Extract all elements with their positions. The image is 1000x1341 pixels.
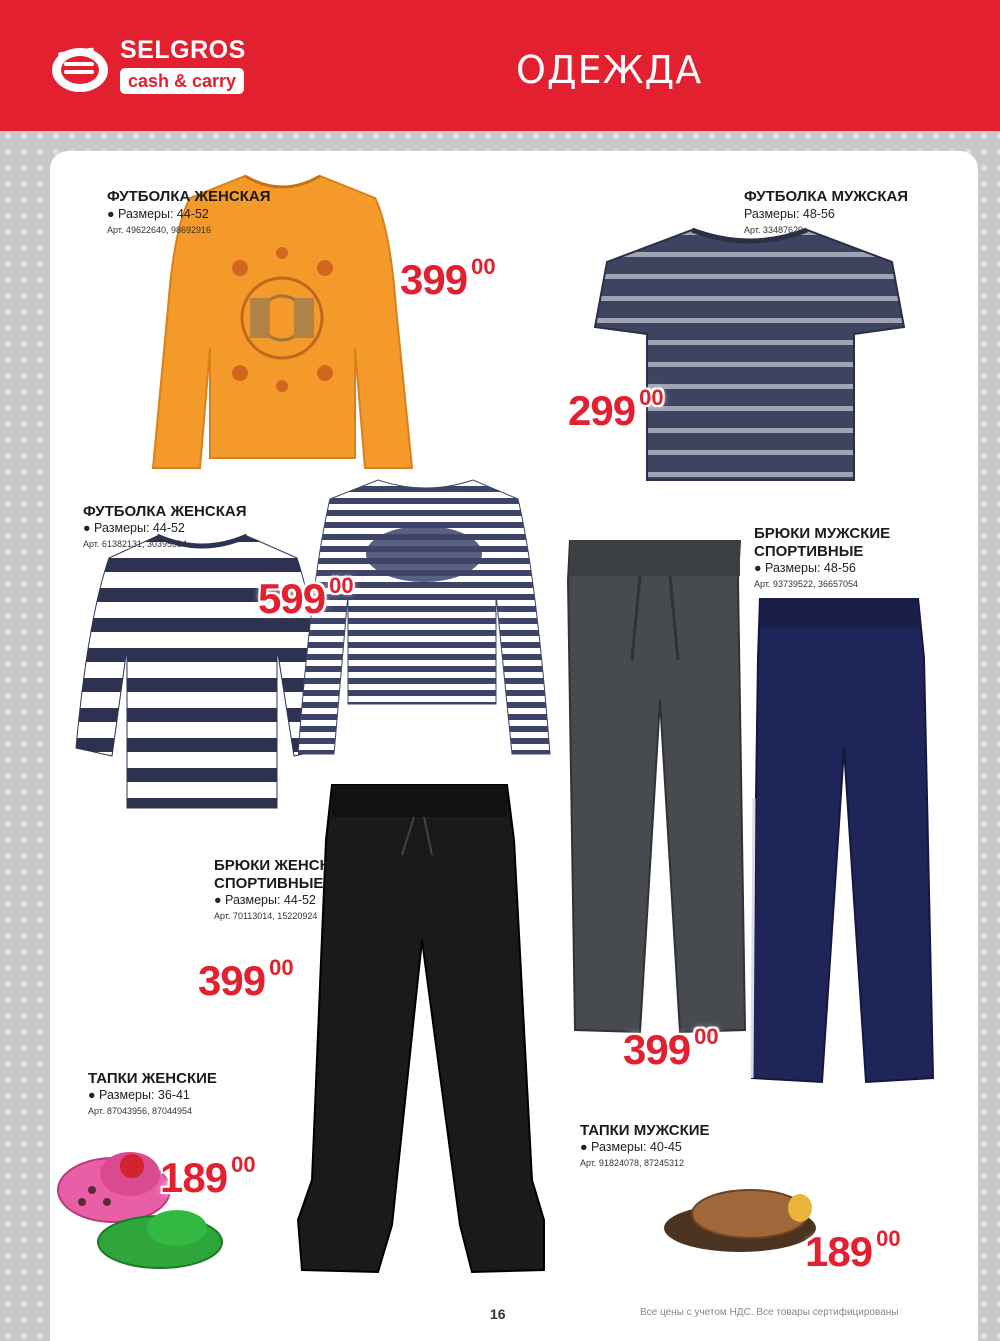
mens-navy-sweatpants-image xyxy=(748,598,936,1090)
product-article: Арт. 33487620 xyxy=(744,225,803,235)
product-name-line1: БРЮКИ МУЖСКИЕ xyxy=(754,525,891,542)
page-title: ОДЕЖДА xyxy=(516,48,703,92)
product-name-line2: СПОРТИВНЫЕ xyxy=(754,543,864,560)
price-cents: 00 xyxy=(639,385,664,410)
price-cents: 00 xyxy=(269,955,294,980)
product-article: Арт. 49622640, 98692916 xyxy=(107,225,212,235)
price-cents: 00 xyxy=(876,1226,901,1251)
product-name: ТАПКИ ЖЕНСКИЕ xyxy=(88,1070,217,1087)
product-article: Арт. 61382131, 30395594 xyxy=(83,539,188,549)
price-cents: 00 xyxy=(329,573,354,598)
price-cents: 00 xyxy=(231,1152,256,1177)
product-name-line2: СПОРТИВНЫЕ xyxy=(214,875,324,892)
brand-subtitle: cash & carry xyxy=(120,68,244,94)
product-sizes: ● Размеры: 44-52 xyxy=(107,207,209,221)
product-sizes: ● Размеры: 48-56 xyxy=(754,561,856,575)
product-price xyxy=(400,254,496,304)
mens-slippers-image xyxy=(660,1178,820,1256)
product-price xyxy=(258,573,354,623)
selgros-logo-icon xyxy=(50,36,112,96)
product-name-line1: БРЮКИ ЖЕНСКИЕ xyxy=(214,857,350,874)
price-main: 189 xyxy=(805,1228,873,1275)
product-sizes: ● Размеры: 44-52 xyxy=(214,893,316,907)
page-number: 16 xyxy=(490,1306,506,1322)
product-article: Арт. 91824078, 87245312 xyxy=(580,1158,685,1168)
product-sizes: Размеры: 48-56 xyxy=(744,207,835,221)
price-main: 189 xyxy=(160,1154,228,1201)
womens-striped-tshirt-image xyxy=(72,528,334,813)
product-sizes: ● Размеры: 44-52 xyxy=(83,521,185,535)
product-name: ФУТБОЛКА ЖЕНСКАЯ xyxy=(107,188,271,205)
price-main: 399 xyxy=(623,1026,691,1073)
selgros-logo[interactable] xyxy=(50,36,260,98)
product-article: Арт. 87043956, 87044954 xyxy=(88,1106,193,1116)
product-name: ФУТБОЛКА ЖЕНСКАЯ xyxy=(83,503,247,520)
product-sizes: ● Размеры: 36-41 xyxy=(88,1088,190,1102)
price-main: 599 xyxy=(258,575,326,622)
product-price xyxy=(568,385,664,435)
product-article: Арт. 93739522, 36657054 xyxy=(754,579,859,589)
price-cents: 00 xyxy=(694,1024,719,1049)
price-main: 399 xyxy=(198,957,266,1004)
brand-name: SELGROS xyxy=(120,36,246,64)
product-price xyxy=(198,955,294,1005)
product-name: ФУТБОЛКА МУЖСКАЯ xyxy=(744,188,909,205)
product-price xyxy=(160,1152,256,1202)
product-price xyxy=(623,1024,719,1074)
product-article: Арт. 70113014, 15220924 xyxy=(214,911,318,921)
price-main: 299 xyxy=(568,387,636,434)
womens-black-sweatpants-image xyxy=(282,780,557,1280)
price-cents: 00 xyxy=(471,254,496,279)
product-name: ТАПКИ МУЖСКИЕ xyxy=(580,1122,710,1139)
product-sizes: ● Размеры: 40-45 xyxy=(580,1140,682,1154)
mens-striped-tshirt-image xyxy=(592,222,907,484)
product-price xyxy=(805,1226,901,1276)
mens-grey-sweatpants-image xyxy=(560,540,750,1040)
page-header xyxy=(0,0,1000,131)
price-main: 399 xyxy=(400,256,468,303)
footer-note: Все цены с учетом НДС. Все товары сертифицированы xyxy=(640,1307,899,1318)
